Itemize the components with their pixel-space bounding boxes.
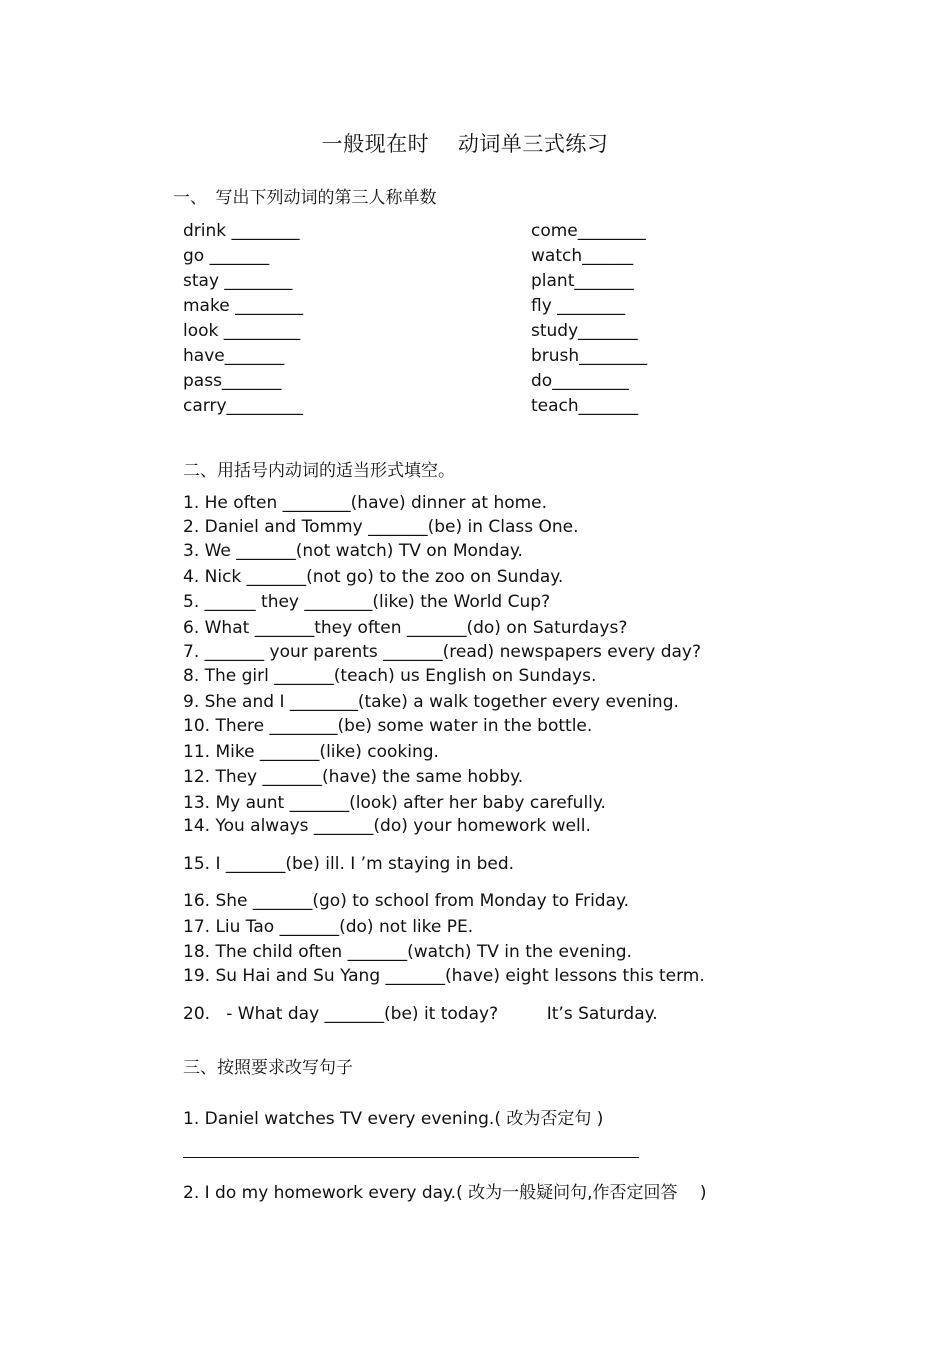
verb-item-watch: watch______ [531,246,634,266]
verb-item-make: make ________ [183,296,304,316]
exercise-sentence-3: 3. We _______(not watch) TV on Monday. [183,541,523,561]
exercise-sentence-6: 6. What _______they often _______(do) on Saturdays? [183,618,628,638]
verb-item-come: come________ [531,221,646,241]
section-2-heading: 二、用括号内动词的适当形式填空。 [183,461,455,481]
verb-item-carry: carry_________ [183,396,304,416]
exercise-sentence-10: 10. There ________(be) some water in the bottle. [183,716,593,736]
verb-item-teach: teach_______ [531,396,639,416]
verb-item-brush: brush________ [531,346,648,366]
verb-item-fly: fly ________ [531,296,626,316]
exercise-sentence-9: 9. She and I ________(take) a walk together every evening. [183,692,679,712]
exercise-sentence-8: 8. The girl _______(teach) us English on Sundays. [183,666,597,686]
verb-item-go: go _______ [183,246,270,266]
verb-item-do: do_________ [531,371,629,391]
verb-item-plant: plant_______ [531,271,634,291]
exercise-sentence-4: 4. Nick _______(not go) to the zoo on Sunday. [183,567,564,587]
exercise-sentence-19: 19. Su Hai and Su Yang _______(have) eight lessons this term. [183,966,705,986]
exercise-sentence-2: 2. Daniel and Tommy _______(be) in Class One. [183,517,579,537]
exercise-sentence-12: 12. They _______(have) the same hobby. [183,767,524,787]
page-title: 一般现在时 动词单三式练习 [321,132,609,156]
verb-item-drink: drink ________ [183,221,300,241]
section-1-heading: 一、 写出下列动词的第三人称单数 [173,188,437,208]
exercise-sentence-1: 1. He often ________(have) dinner at home. [183,493,548,513]
exercise-sentence-14: 14. You always _______(do) your homework well. [183,816,591,836]
exercise-sentence-15: 15. I _______(be) ill. I ’m staying in bed. [183,854,515,874]
section-3-heading: 三、按照要求改写句子 [183,1058,353,1078]
answer-line [183,1157,639,1158]
exercise-sentence-17: 17. Liu Tao _______(do) not like PE. [183,917,474,937]
verb-item-have: have_______ [183,346,285,366]
exercise-sentence-13: 13. My aunt _______(look) after her baby carefully. [183,793,606,813]
exercise-sentence-16: 16. She _______(go) to school from Monday to Friday. [183,891,630,911]
rewrite-item-2: 2. I do my homework every day.( 改为一般疑问句,作否定回答 ) [183,1183,707,1203]
verb-item-study: study_______ [531,321,638,341]
exercise-sentence-7: 7. _______ your parents _______(read) newspapers every day? [183,642,702,662]
exercise-sentence-20: 20. - What day _______(be) it today? It’s Saturday. [183,1004,658,1024]
verb-list-right [531,219,647,419]
verb-item-pass: pass_______ [183,371,282,391]
exercise-sentence-5: 5. ______ they ________(like) the World Cup? [183,592,551,612]
verb-list-left [183,219,303,419]
verb-item-look: look _________ [183,321,301,341]
exercise-sentence-18: 18. The child often _______(watch) TV in the evening. [183,942,632,962]
verb-item-stay: stay ________ [183,271,293,291]
rewrite-item-1: 1. Daniel watches TV every evening.( 改为否定句 ) [183,1109,604,1129]
exercise-sentence-11: 11. Mike _______(like) cooking. [183,742,439,762]
